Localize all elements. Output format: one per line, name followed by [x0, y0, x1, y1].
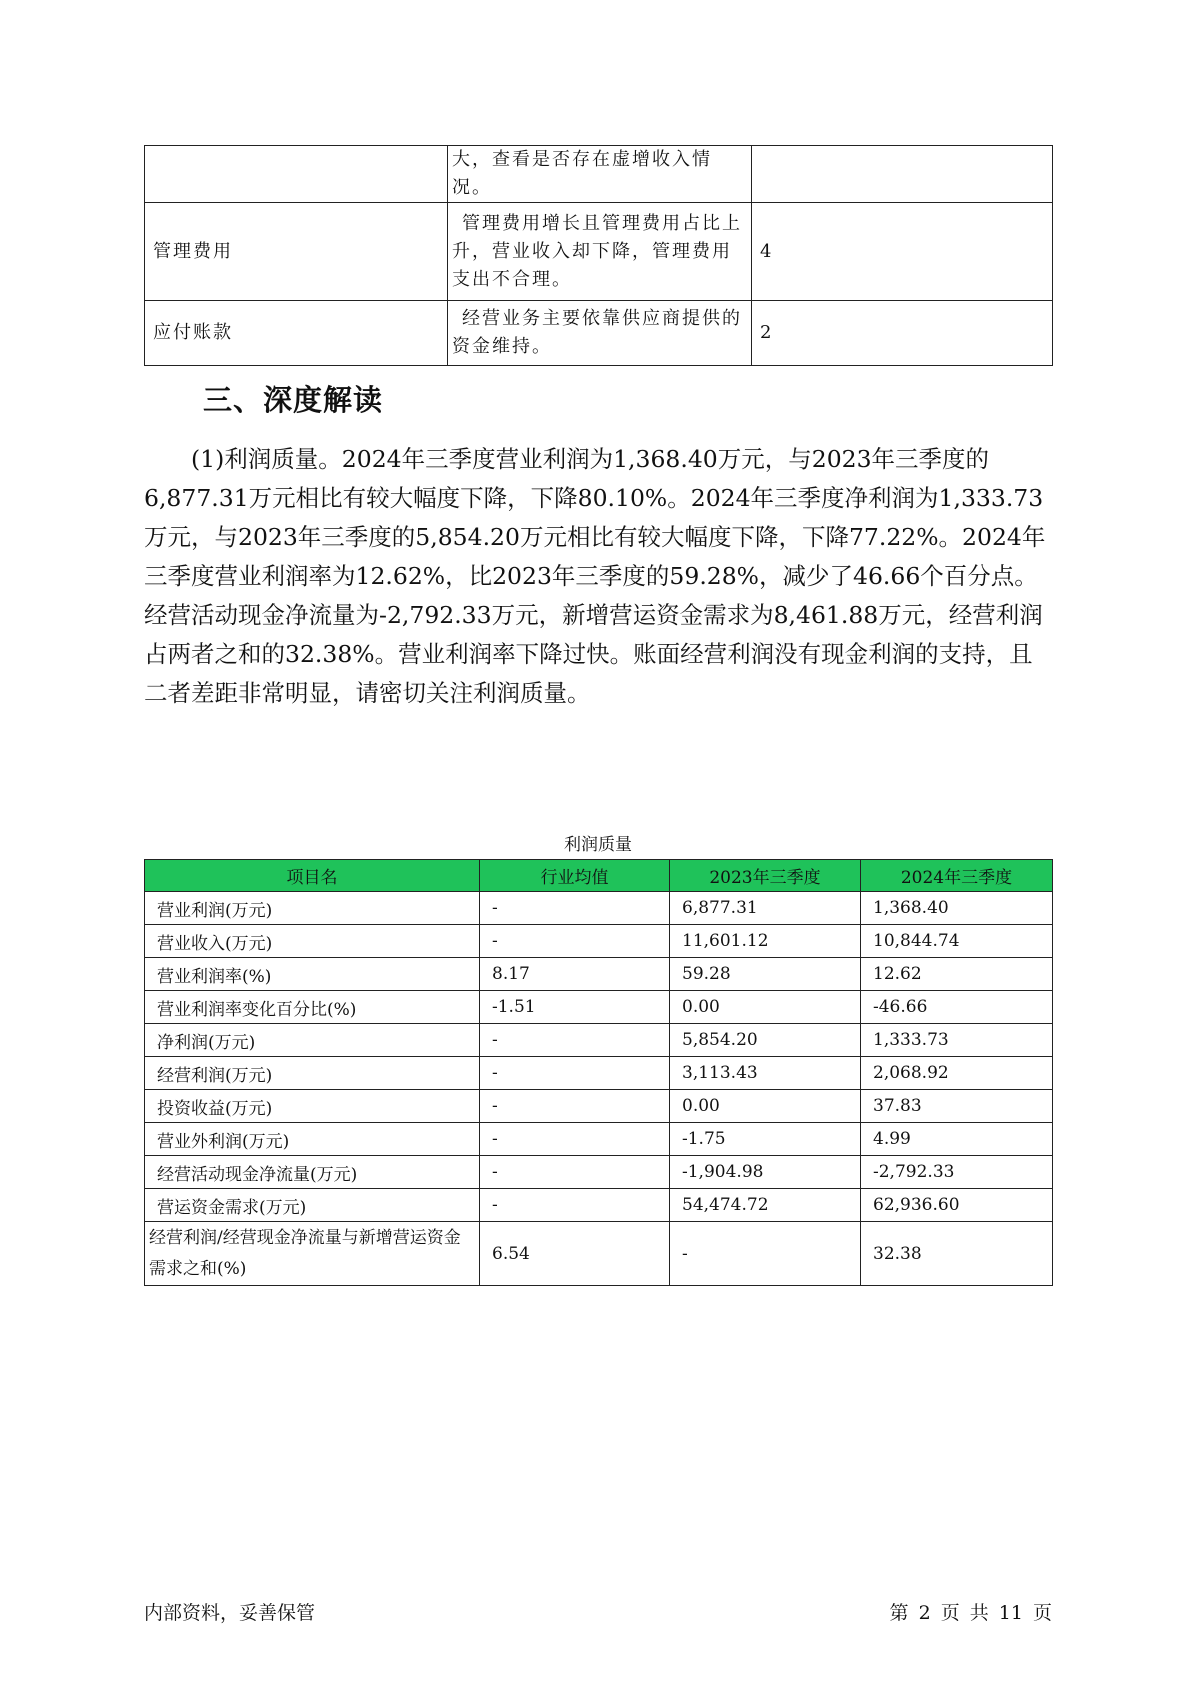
table-row: [145, 1090, 1053, 1123]
table-row: [145, 1222, 1053, 1286]
industry-avg-cell: -: [480, 1189, 670, 1222]
value-2024q3-cell: 1,368.40: [861, 892, 1053, 925]
table-row: [145, 1189, 1053, 1222]
risk-table-continued: [144, 145, 1053, 366]
value-2024q3-cell: 1,333.73: [861, 1024, 1053, 1057]
item-name-cell: 营业外利润(万元): [145, 1123, 480, 1156]
industry-avg-cell: -: [480, 1123, 670, 1156]
value-2023q3-cell: -1,904.98: [670, 1156, 861, 1189]
value-2024q3-cell: 62,936.60: [861, 1189, 1053, 1222]
value-2023q3-cell: 59.28: [670, 958, 861, 991]
column-header: 项目名: [145, 860, 480, 892]
page-number: 第 2 页 共 11 页: [889, 1602, 1052, 1624]
risk-desc-cell: 管理费用增长且管理费用占比上升，营业收入却下降，管理费用支出不合理。: [448, 203, 752, 301]
table-row: [145, 1123, 1053, 1156]
risk-item-cell: [145, 146, 448, 203]
table-row: [145, 1156, 1053, 1189]
item-name-cell: 营业利润(万元): [145, 892, 480, 925]
column-header: 2023年三季度: [670, 860, 861, 892]
value-2024q3-cell: 37.83: [861, 1090, 1053, 1123]
table-row: [145, 892, 1053, 925]
value-2024q3-cell: -46.66: [861, 991, 1053, 1024]
risk-score-cell: 4: [752, 203, 1053, 301]
table-row: [145, 925, 1053, 958]
risk-item-cell: 管理费用: [145, 203, 448, 301]
table-caption: 利润质量: [564, 835, 632, 855]
industry-avg-cell: -: [480, 1024, 670, 1057]
item-name-cell: 营业利润率变化百分比(%): [145, 991, 480, 1024]
value-2023q3-cell: -1.75: [670, 1123, 861, 1156]
value-2024q3-cell: 10,844.74: [861, 925, 1053, 958]
value-2024q3-cell: -2,792.33: [861, 1156, 1053, 1189]
column-header: 2024年三季度: [861, 860, 1053, 892]
table-row: [145, 958, 1053, 991]
table-row: [145, 1024, 1053, 1057]
item-name-cell: 营运资金需求(万元): [145, 1189, 480, 1222]
value-2023q3-cell: 0.00: [670, 1090, 861, 1123]
table-header-row: [145, 860, 1053, 892]
risk-item-cell: 应付账款: [145, 301, 448, 366]
value-2023q3-cell: -: [670, 1222, 861, 1286]
industry-avg-cell: 6.54: [480, 1222, 670, 1286]
value-2023q3-cell: 11,601.12: [670, 925, 861, 958]
value-2024q3-cell: 2,068.92: [861, 1057, 1053, 1090]
value-2024q3-cell: 32.38: [861, 1222, 1053, 1286]
table-row: [145, 203, 1053, 301]
column-header: 行业均值: [480, 860, 670, 892]
item-name-cell: 经营利润/经营现金净流量与新增营运资金需求之和(%): [145, 1222, 480, 1286]
industry-avg-cell: 8.17: [480, 958, 670, 991]
industry-avg-cell: -1.51: [480, 991, 670, 1024]
value-2023q3-cell: 54,474.72: [670, 1189, 861, 1222]
table-row: [145, 301, 1053, 366]
profit-quality-paragraph: (1)利润质量。2024年三季度营业利润为1,368.40万元，与2023年三季度的6,877.31万元相比有较大幅度下降，下降80.10%。2024年三季度净利润为1,333.73万元，与2023年三季度的5,854.20万元相比有较大幅度下降，下降77.22%。2024年三季度营业利润率为12.62%，比2023年三季度的59.28%，减少了46.66个百分点。经营活动现金净流量为-2,792.33万元，新增营运资金需求为8,461.88万元，经营利润占两者之和的32.38%。营业利润率下降过快。账面经营利润没有现金利润的支持，且二者差距非常明显，请密切关注利润质量。: [144, 445, 1046, 707]
table-row: [145, 991, 1053, 1024]
value-2023q3-cell: 6,877.31: [670, 892, 861, 925]
item-name-cell: 经营活动现金净流量(万元): [145, 1156, 480, 1189]
profit-quality-table: [144, 859, 1053, 1286]
risk-score-cell: 2: [752, 301, 1053, 366]
value-2024q3-cell: 12.62: [861, 958, 1053, 991]
value-2023q3-cell: 0.00: [670, 991, 861, 1024]
risk-score-cell: [752, 146, 1053, 203]
item-name-cell: 营业利润率(%): [145, 958, 480, 991]
industry-avg-cell: -: [480, 1057, 670, 1090]
section-heading: 三、深度解读: [203, 383, 384, 417]
table-row: [145, 146, 1053, 203]
industry-avg-cell: -: [480, 892, 670, 925]
item-name-cell: 投资收益(万元): [145, 1090, 480, 1123]
risk-desc-cell: 大，查看是否存在虚增收入情况。: [448, 146, 752, 203]
value-2023q3-cell: 5,854.20: [670, 1024, 861, 1057]
industry-avg-cell: -: [480, 1156, 670, 1189]
industry-avg-cell: -: [480, 1090, 670, 1123]
value-2023q3-cell: 3,113.43: [670, 1057, 861, 1090]
risk-desc-cell: 经营业务主要依靠供应商提供的资金维持。: [448, 301, 752, 366]
industry-avg-cell: -: [480, 925, 670, 958]
item-name-cell: 经营利润(万元): [145, 1057, 480, 1090]
table-row: [145, 1057, 1053, 1090]
footer-confidential-note: 内部资料，妥善保管: [144, 1602, 316, 1624]
value-2024q3-cell: 4.99: [861, 1123, 1053, 1156]
item-name-cell: 营业收入(万元): [145, 925, 480, 958]
item-name-cell: 净利润(万元): [145, 1024, 480, 1057]
